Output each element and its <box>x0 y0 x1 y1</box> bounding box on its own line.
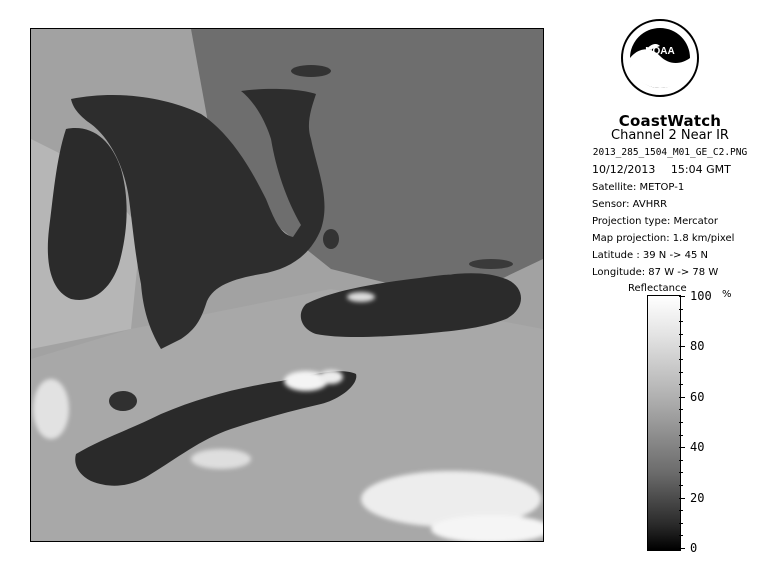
sensor-info: Sensor: AVHRR <box>592 199 668 210</box>
projection-type-info: Projection type: Mercator <box>592 216 718 227</box>
colorbar-unit: % <box>722 289 732 300</box>
colorbar-tick <box>679 498 685 499</box>
channel-label: Channel 2 Near IR <box>611 128 729 143</box>
logo-text: NOAA <box>645 46 675 57</box>
colorbar-label: 100 <box>690 289 712 303</box>
map-image <box>31 29 543 541</box>
colorbar-label: 20 <box>690 491 705 505</box>
colorbar-tick <box>679 523 683 524</box>
colorbar-tick <box>679 460 683 461</box>
colorbar-tick <box>679 422 683 423</box>
colorbar-tick <box>679 447 685 448</box>
colorbar-tick <box>679 296 685 297</box>
latitude-info: Latitude : 39 N -> 45 N <box>592 250 708 261</box>
colorbar-tick <box>679 372 683 373</box>
brand-title: CoastWatch <box>618 112 722 130</box>
colorbar-tick <box>679 359 683 360</box>
colorbar-tick <box>679 409 683 410</box>
colorbar-tick <box>679 472 683 473</box>
colorbar-tick <box>679 548 685 549</box>
reflectance-colorbar <box>647 295 681 551</box>
colorbar-tick <box>679 384 683 385</box>
satellite-info: Satellite: METOP-1 <box>592 182 685 193</box>
colorbar-tick <box>679 510 683 511</box>
datetime-line <box>592 163 743 176</box>
colorbar-tick <box>679 435 683 436</box>
colorbar-title: Reflectance <box>628 283 687 294</box>
date-text: 10/12/2013 <box>592 163 656 176</box>
time-text: 15:04 GMT <box>670 163 731 176</box>
colorbar-tick <box>679 397 685 398</box>
noaa-logo <box>620 18 700 98</box>
colorbar-label: 80 <box>690 339 705 353</box>
colorbar-tick <box>679 321 683 322</box>
colorbar-label: 40 <box>690 440 705 454</box>
noaa-seal-icon <box>620 18 700 98</box>
longitude-info: Longitude: 87 W -> 78 W <box>592 267 719 278</box>
satellite-map <box>30 28 544 542</box>
filename: 2013_285_1504_M01_GE_C2.PNG <box>592 147 748 158</box>
map-projection-info: Map projection: 1.8 km/pixel <box>592 233 735 244</box>
colorbar-label: 60 <box>690 390 705 404</box>
colorbar-label: 0 <box>690 541 698 555</box>
colorbar-tick <box>679 535 683 536</box>
colorbar-tick <box>679 485 683 486</box>
colorbar-tick <box>679 346 685 347</box>
colorbar-tick <box>679 309 683 310</box>
colorbar-tick <box>679 334 683 335</box>
